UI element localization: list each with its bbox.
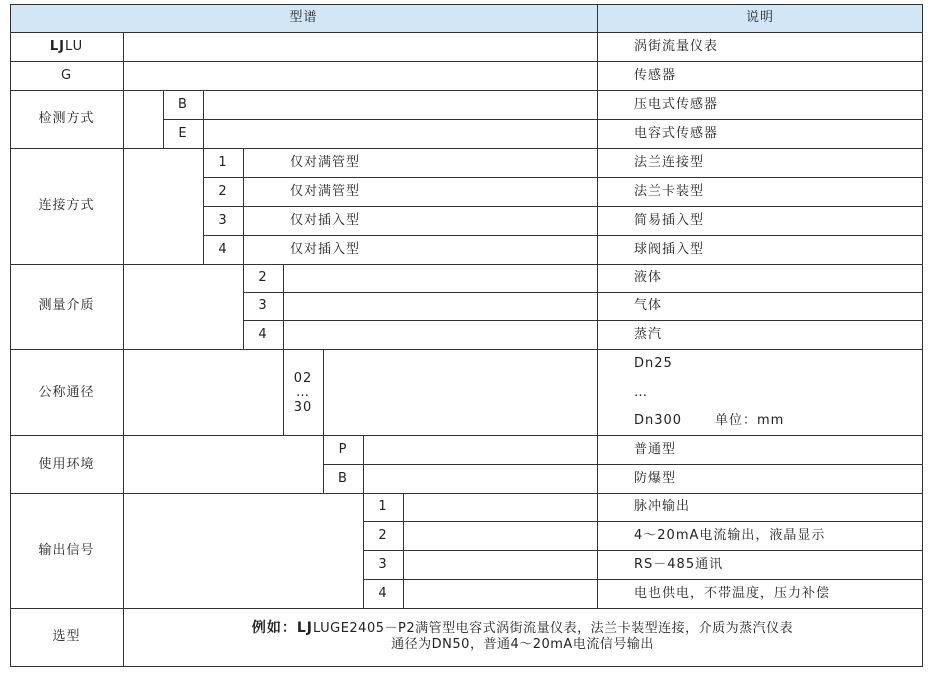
rule-label-col	[123, 33, 124, 667]
connect-desc-3: 简易插入型	[634, 213, 705, 228]
rule-env	[10, 493, 923, 494]
rule-desc-col	[597, 4, 598, 609]
rule-right	[922, 4, 923, 667]
env-code-b: B	[338, 471, 348, 486]
output-code-1: 1	[378, 499, 388, 514]
rule-top	[10, 4, 923, 5]
rule-detect-code-r	[203, 90, 204, 265]
base2-desc: 传感器	[634, 68, 677, 83]
connect-note-4: 仅对插入型	[290, 242, 361, 257]
output-code-4: 4	[378, 586, 388, 601]
detect-desc-b: 压电式传感器	[634, 97, 719, 112]
connect-desc-2: 法兰卡装型	[634, 184, 705, 199]
diameter-desc-mid: …	[634, 385, 648, 400]
rule-detect	[10, 148, 923, 149]
output-desc-4: 电也供电，不带温度，压力补偿	[634, 586, 831, 601]
detect-desc-e: 电容式传感器	[634, 126, 719, 141]
output-desc-3: RS－485通讯	[634, 557, 724, 572]
rule-base2	[10, 90, 923, 91]
diameter-code-top: 02	[293, 371, 313, 386]
header-model: 型谱	[289, 10, 318, 25]
output-code-3: 3	[378, 557, 388, 572]
rule-output	[10, 608, 923, 609]
medium-label: 测量介质	[38, 298, 95, 313]
base1-code-bold: LJ	[49, 39, 65, 54]
rule-output-1	[363, 521, 923, 522]
medium-code-3: 3	[258, 298, 268, 313]
connect-note-3: 仅对插入型	[290, 213, 361, 228]
medium-desc-3: 气体	[634, 298, 663, 313]
env-code-p: P	[338, 442, 348, 457]
detect-code-e: E	[178, 126, 188, 141]
connect-label: 连接方式	[38, 198, 95, 213]
base1-code-rest: LU	[65, 39, 84, 54]
rule-connect	[10, 264, 923, 265]
connect-code-3: 3	[218, 213, 228, 228]
diameter-unit: 单位：mm	[715, 413, 785, 428]
connect-note-1: 仅对满管型	[290, 155, 361, 170]
diameter-label: 公称通径	[38, 385, 95, 400]
rule-env-code-r	[363, 435, 364, 609]
example-text-1: LUGE2405－P2满管型电容式涡街流量仪表，法兰卡装型连接，介质为蒸汽仪表	[313, 621, 794, 636]
env-label: 使用环境	[38, 457, 95, 472]
env-desc-p: 普通型	[634, 442, 677, 457]
connect-note-2: 仅对满管型	[290, 184, 361, 199]
rule-base1	[10, 61, 923, 62]
rule-env-1	[323, 464, 923, 465]
rule-output-code-r	[403, 493, 404, 609]
output-desc-1: 脉冲输出	[634, 499, 691, 514]
diameter-desc-bot: Dn300	[634, 413, 683, 428]
rule-bottom	[10, 666, 923, 667]
rule-connect-code-r	[243, 148, 244, 350]
base1-code	[10, 39, 123, 55]
rule-connect-2	[203, 206, 923, 207]
diameter-code-mid: …	[296, 385, 310, 400]
connect-code-1: 1	[218, 155, 228, 170]
connect-desc-4: 球阀插入型	[634, 242, 705, 257]
example-code-bold: LJ	[296, 620, 314, 636]
diameter-desc-top: Dn25	[634, 356, 673, 371]
rule-diameter	[10, 435, 923, 436]
output-code-2: 2	[378, 528, 388, 543]
base2-code: G	[60, 68, 73, 83]
output-desc-2: 4～20mA电流输出，液晶显示	[634, 528, 826, 543]
detect-code-b: B	[178, 97, 188, 112]
env-desc-b: 防爆型	[634, 471, 677, 486]
example-prefix: 例如：	[251, 620, 297, 636]
rule-connect-1	[203, 177, 923, 178]
header-desc: 说明	[745, 10, 774, 25]
rule-medium-2	[243, 320, 923, 321]
connect-code-4: 4	[218, 242, 228, 257]
detect-label: 检测方式	[38, 111, 95, 126]
rule-output-2	[363, 550, 923, 551]
rule-connect-3	[203, 235, 923, 236]
medium-code-4: 4	[258, 327, 268, 342]
rule-header	[10, 32, 923, 33]
diameter-code-bot: 30	[293, 400, 313, 415]
select-label: 选型	[52, 629, 81, 644]
output-label: 输出信号	[38, 543, 95, 558]
medium-desc-2: 液体	[634, 270, 663, 285]
rule-output-3	[363, 579, 923, 580]
rule-detect-1	[163, 119, 923, 120]
rule-medium	[10, 349, 923, 350]
rule-medium-1	[243, 292, 923, 293]
medium-code-2: 2	[258, 270, 268, 285]
select-example-line1	[124, 621, 921, 636]
connect-code-2: 2	[218, 184, 228, 199]
connect-desc-1: 法兰连接型	[634, 155, 705, 170]
select-example-line2: 通径为DN50，普通4～20mA电流信号输出	[391, 637, 654, 652]
base1-desc: 涡街流量仪表	[634, 39, 719, 54]
rule-left	[10, 4, 11, 667]
medium-desc-4: 蒸汽	[634, 327, 663, 342]
